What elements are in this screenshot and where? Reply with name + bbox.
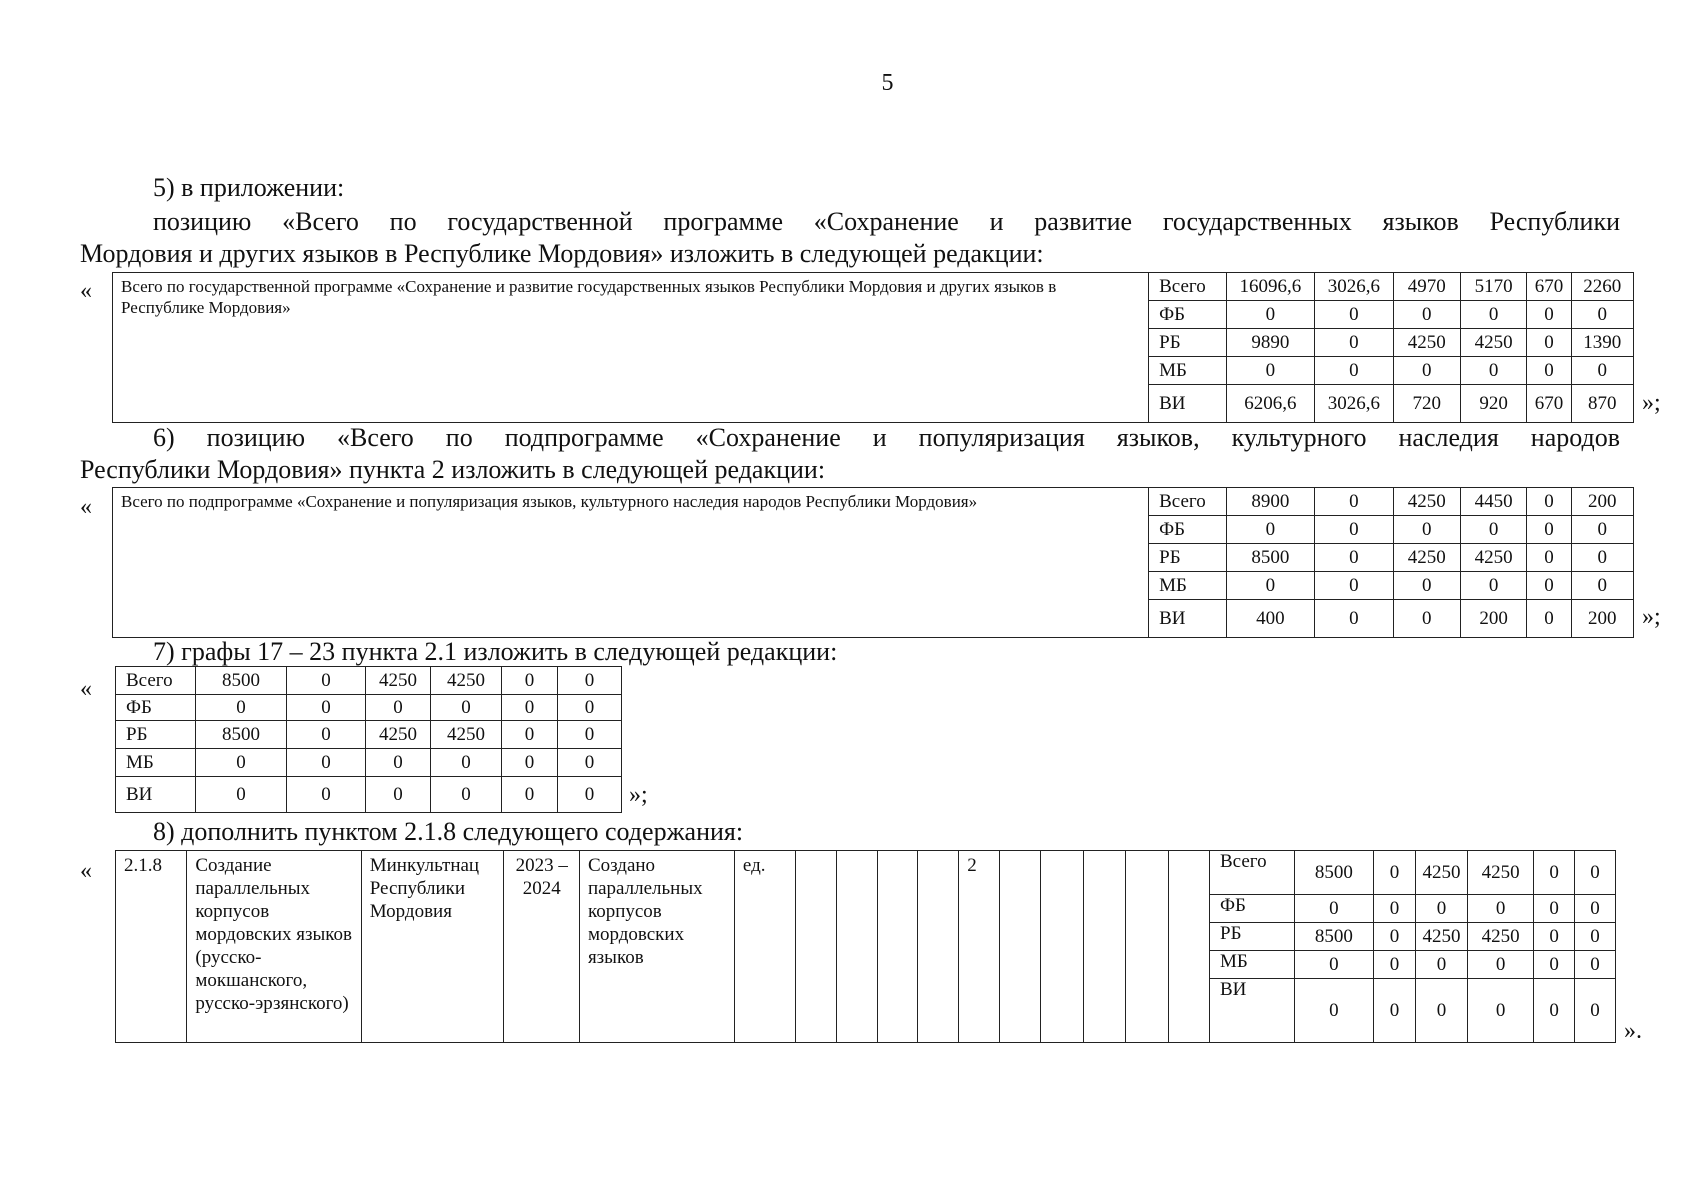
amount-cell: 0: [1315, 544, 1393, 572]
empty-cell: [918, 851, 959, 1043]
amount-cell: 0: [1534, 951, 1575, 979]
amount-cell: 0: [502, 695, 558, 721]
table-subprogram-total: [112, 487, 1634, 638]
amount-cell: 4250: [1393, 329, 1460, 357]
amount-cell: 0: [1315, 301, 1393, 329]
item-number: 2.1.8: [116, 851, 187, 1043]
unit: ед.: [734, 851, 795, 1043]
amount-cell: 0: [287, 667, 366, 695]
amount-cell: 0: [1575, 979, 1616, 1043]
amount-cell: 0: [1374, 895, 1416, 923]
amount-cell: 0: [1294, 895, 1374, 923]
amount-cell: 0: [1415, 951, 1467, 979]
close-quote: »;: [629, 782, 648, 808]
amount-cell: 0: [1226, 516, 1315, 544]
funding-source-label: Всего: [1149, 273, 1226, 301]
amount-cell: 0: [1315, 357, 1393, 385]
amount-cell: 0: [1534, 851, 1575, 895]
amount-cell: 0: [287, 777, 366, 813]
amount-cell: 0: [287, 721, 366, 749]
measure-name: Создание параллельных корпусов мордовских языков (русско-мокшанского, русско-эрзянского): [187, 851, 361, 1043]
amount-cell: 8500: [196, 667, 287, 695]
amount-cell: 0: [1460, 357, 1526, 385]
amount-cell: 200: [1571, 600, 1633, 638]
amount-cell: 670: [1527, 273, 1571, 301]
amount-cell: 0: [1571, 572, 1633, 600]
amount-cell: 0: [1294, 979, 1374, 1043]
amount-cell: 0: [1393, 357, 1460, 385]
amount-cell: 870: [1571, 385, 1633, 423]
amount-cell: 0: [1374, 923, 1416, 951]
amount-cell: 0: [1534, 895, 1575, 923]
amount-cell: 0: [1467, 895, 1533, 923]
page-number: 5: [881, 70, 894, 96]
table-row: [116, 667, 622, 695]
amount-cell: 0: [1527, 301, 1571, 329]
amount-cell: 0: [1393, 301, 1460, 329]
amount-cell: 0: [1575, 951, 1616, 979]
funding-source-label: ВИ: [1149, 600, 1226, 638]
funding-source-label: ВИ: [1149, 385, 1226, 423]
amount-cell: 720: [1393, 385, 1460, 423]
close-quote: ».: [1624, 1018, 1642, 1044]
amount-cell: 4250: [1460, 544, 1526, 572]
amount-cell: 0: [1226, 301, 1315, 329]
table-row: [113, 488, 1634, 516]
amount-cell: 0: [287, 749, 366, 777]
period: 2023 – 2024: [504, 851, 579, 1043]
amount-cell: 0: [1315, 329, 1393, 357]
amount-cell: 0: [558, 777, 622, 813]
amount-cell: 8500: [1294, 851, 1374, 895]
amount-cell: 3026,6: [1315, 273, 1393, 301]
amount-cell: 0: [196, 777, 287, 813]
amount-cell: 0: [1415, 979, 1467, 1043]
table-item-2-1-8: [115, 850, 1616, 1043]
amount-cell: 0: [502, 721, 558, 749]
item6-text-line2: Республики Мордовия» пункта 2 изложить в следующей редакции:: [80, 455, 826, 484]
amount-cell: 0: [1534, 979, 1575, 1043]
item5-text-line2: Мордовия и других языков в Республике Мордовия» изложить в следующей редакции:: [80, 239, 1044, 268]
amount-cell: 0: [1467, 979, 1533, 1043]
amount-cell: 0: [287, 695, 366, 721]
amount-cell: 16096,6: [1226, 273, 1315, 301]
amount-cell: 0: [1527, 516, 1571, 544]
amount-cell: 4250: [431, 667, 502, 695]
funding-source-label: РБ: [116, 721, 196, 749]
amount-cell: 0: [1374, 851, 1416, 895]
empty-cell: [1000, 851, 1041, 1043]
amount-cell: 4450: [1460, 488, 1526, 516]
amount-cell: 0: [1571, 516, 1633, 544]
item5-heading: 5) в приложении:: [153, 173, 345, 202]
amount-cell: 8500: [1226, 544, 1315, 572]
amount-cell: 0: [1315, 600, 1393, 638]
funding-source-label: ВИ: [1210, 979, 1295, 1043]
empty-cell: [1126, 851, 1169, 1043]
amount-cell: 0: [1527, 357, 1571, 385]
amount-cell: 0: [431, 777, 502, 813]
funding-source-label: ФБ: [1149, 516, 1226, 544]
amount-cell: 0: [1527, 329, 1571, 357]
amount-cell: 0: [558, 721, 622, 749]
amount-cell: 4250: [431, 721, 502, 749]
empty-cell: [796, 851, 837, 1043]
amount-cell: 0: [1534, 923, 1575, 951]
funding-source-label: Всего: [116, 667, 196, 695]
open-quote: «: [80, 858, 92, 884]
amount-cell: 0: [502, 667, 558, 695]
amount-cell: 4250: [1460, 329, 1526, 357]
funding-source-label: ФБ: [1149, 301, 1226, 329]
amount-cell: 670: [1527, 385, 1571, 423]
amount-cell: 0: [1315, 516, 1393, 544]
amount-cell: 4250: [366, 721, 431, 749]
amount-cell: 0: [1393, 600, 1460, 638]
amount-cell: 400: [1226, 600, 1315, 638]
amount-cell: 0: [1575, 923, 1616, 951]
amount-cell: 4250: [1393, 544, 1460, 572]
amount-cell: 0: [558, 695, 622, 721]
amount-cell: 1390: [1571, 329, 1633, 357]
amount-cell: 4970: [1393, 273, 1460, 301]
funding-source-label: Всего: [1149, 488, 1226, 516]
amount-cell: 200: [1571, 488, 1633, 516]
amount-cell: 0: [1527, 544, 1571, 572]
funding-source-label: МБ: [1149, 572, 1226, 600]
amount-cell: 8900: [1226, 488, 1315, 516]
amount-cell: 4250: [1393, 488, 1460, 516]
amount-cell: 0: [1460, 301, 1526, 329]
item8-text: 8) дополнить пунктом 2.1.8 следующего содержания:: [153, 817, 744, 846]
amount-cell: 4250: [366, 667, 431, 695]
amount-cell: 0: [558, 749, 622, 777]
item7-text: 7) графы 17 – 23 пункта 2.1 изложить в следующей редакции:: [153, 637, 838, 666]
amount-cell: 0: [502, 749, 558, 777]
amount-cell: 5170: [1460, 273, 1526, 301]
row-description: Всего по подпрограмме «Сохранение и популяризация языков, культурного наследия народов Республики Мордовия»: [113, 488, 1149, 638]
amount-cell: 0: [1571, 357, 1633, 385]
amount-cell: 9890: [1226, 329, 1315, 357]
table-row: [116, 749, 622, 777]
amount-cell: 3026,6: [1315, 385, 1393, 423]
funding-source-label: ФБ: [1210, 895, 1295, 923]
amount-cell: 0: [1393, 516, 1460, 544]
funding-source-label: Всего: [1210, 851, 1295, 895]
close-quote: »;: [1642, 390, 1661, 416]
open-quote: «: [80, 676, 92, 702]
amount-cell: 0: [196, 749, 287, 777]
target-value: 2: [959, 851, 1000, 1043]
table-columns-17-23: [115, 666, 622, 813]
amount-cell: 8500: [196, 721, 287, 749]
amount-cell: 4250: [1467, 923, 1533, 951]
amount-cell: 0: [558, 667, 622, 695]
funding-source-label: МБ: [1210, 951, 1295, 979]
empty-cell: [877, 851, 918, 1043]
amount-cell: 0: [1575, 851, 1616, 895]
funding-source-label: ВИ: [116, 777, 196, 813]
amount-cell: 0: [1415, 895, 1467, 923]
amount-cell: 2260: [1571, 273, 1633, 301]
amount-cell: 920: [1460, 385, 1526, 423]
amount-cell: 0: [1226, 572, 1315, 600]
amount-cell: 0: [1467, 951, 1533, 979]
result-indicator: Создано параллельных корпусов мордовских языков: [579, 851, 734, 1043]
amount-cell: 0: [196, 695, 287, 721]
amount-cell: 0: [1315, 488, 1393, 516]
funding-source-label: РБ: [1210, 923, 1295, 951]
table-row: [116, 695, 622, 721]
amount-cell: 0: [1393, 572, 1460, 600]
amount-cell: 4250: [1415, 851, 1467, 895]
item6-text-line1: 6) позицию «Всего по подпрограмме «Сохранение и популяризация языков, культурного наследия народов: [153, 423, 1620, 452]
amount-cell: 8500: [1294, 923, 1374, 951]
amount-cell: 0: [366, 777, 431, 813]
amount-cell: 0: [366, 749, 431, 777]
executor: Минкультнац Республики Мордовия: [361, 851, 504, 1043]
table-row: [113, 273, 1634, 301]
amount-cell: 0: [1374, 951, 1416, 979]
amount-cell: 4250: [1415, 923, 1467, 951]
amount-cell: 0: [1226, 357, 1315, 385]
funding-source-label: МБ: [1149, 357, 1226, 385]
funding-source-label: РБ: [1149, 329, 1226, 357]
open-quote: «: [80, 494, 92, 520]
funding-source-label: МБ: [116, 749, 196, 777]
amount-cell: 0: [1294, 951, 1374, 979]
empty-cell: [836, 851, 877, 1043]
funding-source-label: ФБ: [116, 695, 196, 721]
amount-cell: 0: [366, 695, 431, 721]
empty-cell: [1169, 851, 1210, 1043]
amount-cell: 0: [1527, 600, 1571, 638]
item5-text-line1: позицию «Всего по государственной программе «Сохранение и развитие государственных языков Республики: [153, 207, 1620, 236]
table-row: [116, 777, 622, 813]
amount-cell: 0: [1374, 979, 1416, 1043]
empty-cell: [1083, 851, 1126, 1043]
empty-cell: [1040, 851, 1083, 1043]
amount-cell: 4250: [1467, 851, 1533, 895]
amount-cell: 6206,6: [1226, 385, 1315, 423]
amount-cell: 0: [1571, 544, 1633, 572]
funding-source-label: РБ: [1149, 544, 1226, 572]
close-quote: »;: [1642, 604, 1661, 630]
amount-cell: 0: [1527, 488, 1571, 516]
amount-cell: 0: [1571, 301, 1633, 329]
table-row: [116, 851, 1616, 895]
row-description: Всего по государственной программе «Сохранение и развитие государственных языков Республики Мордовия и других языков в Республике Мордовия»: [113, 273, 1149, 423]
amount-cell: 0: [1460, 516, 1526, 544]
table-row: [116, 721, 622, 749]
open-quote: «: [80, 278, 92, 304]
amount-cell: 0: [1575, 895, 1616, 923]
amount-cell: 0: [1460, 572, 1526, 600]
amount-cell: 0: [431, 749, 502, 777]
amount-cell: 0: [1527, 572, 1571, 600]
amount-cell: 0: [431, 695, 502, 721]
amount-cell: 0: [502, 777, 558, 813]
table-program-total: [112, 272, 1634, 423]
amount-cell: 200: [1460, 600, 1526, 638]
amount-cell: 0: [1315, 572, 1393, 600]
